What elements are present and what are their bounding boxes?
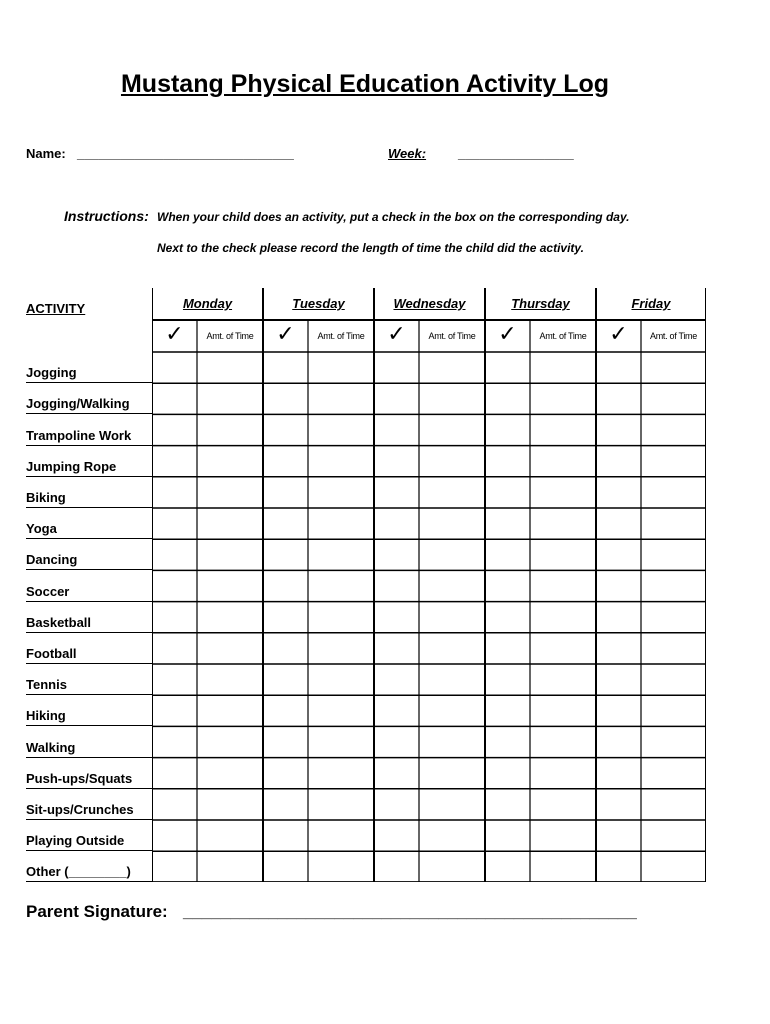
activity-label: Playing Outside (26, 833, 152, 851)
activity-label: Basketball (26, 615, 152, 633)
checkmark-icon: ✓ (387, 321, 406, 346)
amount-of-time-label: Amt. of Time (428, 331, 476, 341)
checkmark-icon: ✓ (165, 321, 184, 346)
activity-grid-lines (152, 288, 706, 882)
instructions-label: Instructions: (64, 208, 149, 224)
activity-label: Jogging (26, 365, 152, 383)
day-header-friday: Friday (631, 296, 671, 311)
activity-label: Walking (26, 740, 152, 758)
page-title: Mustang Physical Education Activity Log (120, 70, 610, 98)
checkmark-icon: ✓ (276, 321, 295, 346)
activity-label: Yoga (26, 521, 152, 539)
checkmark-icon: ✓ (498, 321, 517, 346)
amount-of-time-label: Amt. of Time (650, 331, 697, 341)
activity-label: Sit-ups/Crunches (26, 802, 152, 820)
amount-of-time-label: Amt. of Time (539, 331, 587, 341)
activity-label: Dancing (26, 552, 152, 570)
day-header-thursday: Thursday (511, 296, 570, 311)
activity-label: Jogging/Walking (26, 396, 152, 414)
parent-signature-field[interactable]: ________________________________________________ (183, 902, 637, 921)
week-field[interactable]: ________________ (458, 146, 574, 161)
week-label: Week: (388, 146, 427, 161)
day-header-wednesday: Wednesday (393, 296, 466, 311)
amount-of-time-label: Amt. of Time (206, 331, 254, 341)
day-header-tuesday: Tuesday (292, 296, 345, 311)
day-header-monday: Monday (182, 296, 233, 311)
activity-label: Soccer (26, 584, 152, 602)
activity-label: Other (________) (26, 864, 152, 882)
activity-column-header: ACTIVITY (26, 301, 86, 316)
instructions-line-1: When your child does an activity, put a check in the box on the corresponding day. (157, 210, 630, 224)
parent-signature-label: Parent Signature: (26, 902, 168, 921)
activity-label: Trampoline Work (26, 428, 152, 446)
name-label: Name: (26, 146, 66, 161)
activity-label: Push-ups/Squats (26, 771, 152, 789)
activity-label: Tennis (26, 677, 152, 695)
activity-label: Hiking (26, 708, 152, 726)
amount-of-time-label: Amt. of Time (317, 331, 365, 341)
name-field[interactable]: ______________________________ (77, 146, 294, 161)
activity-label: Biking (26, 490, 152, 508)
checkmark-icon: ✓ (609, 321, 628, 346)
activity-label: Jumping Rope (26, 459, 152, 477)
activity-grid[interactable] (152, 288, 706, 882)
instructions-line-2: Next to the check please record the length of time the child did the activity. (157, 241, 584, 255)
activity-label: Football (26, 646, 152, 664)
